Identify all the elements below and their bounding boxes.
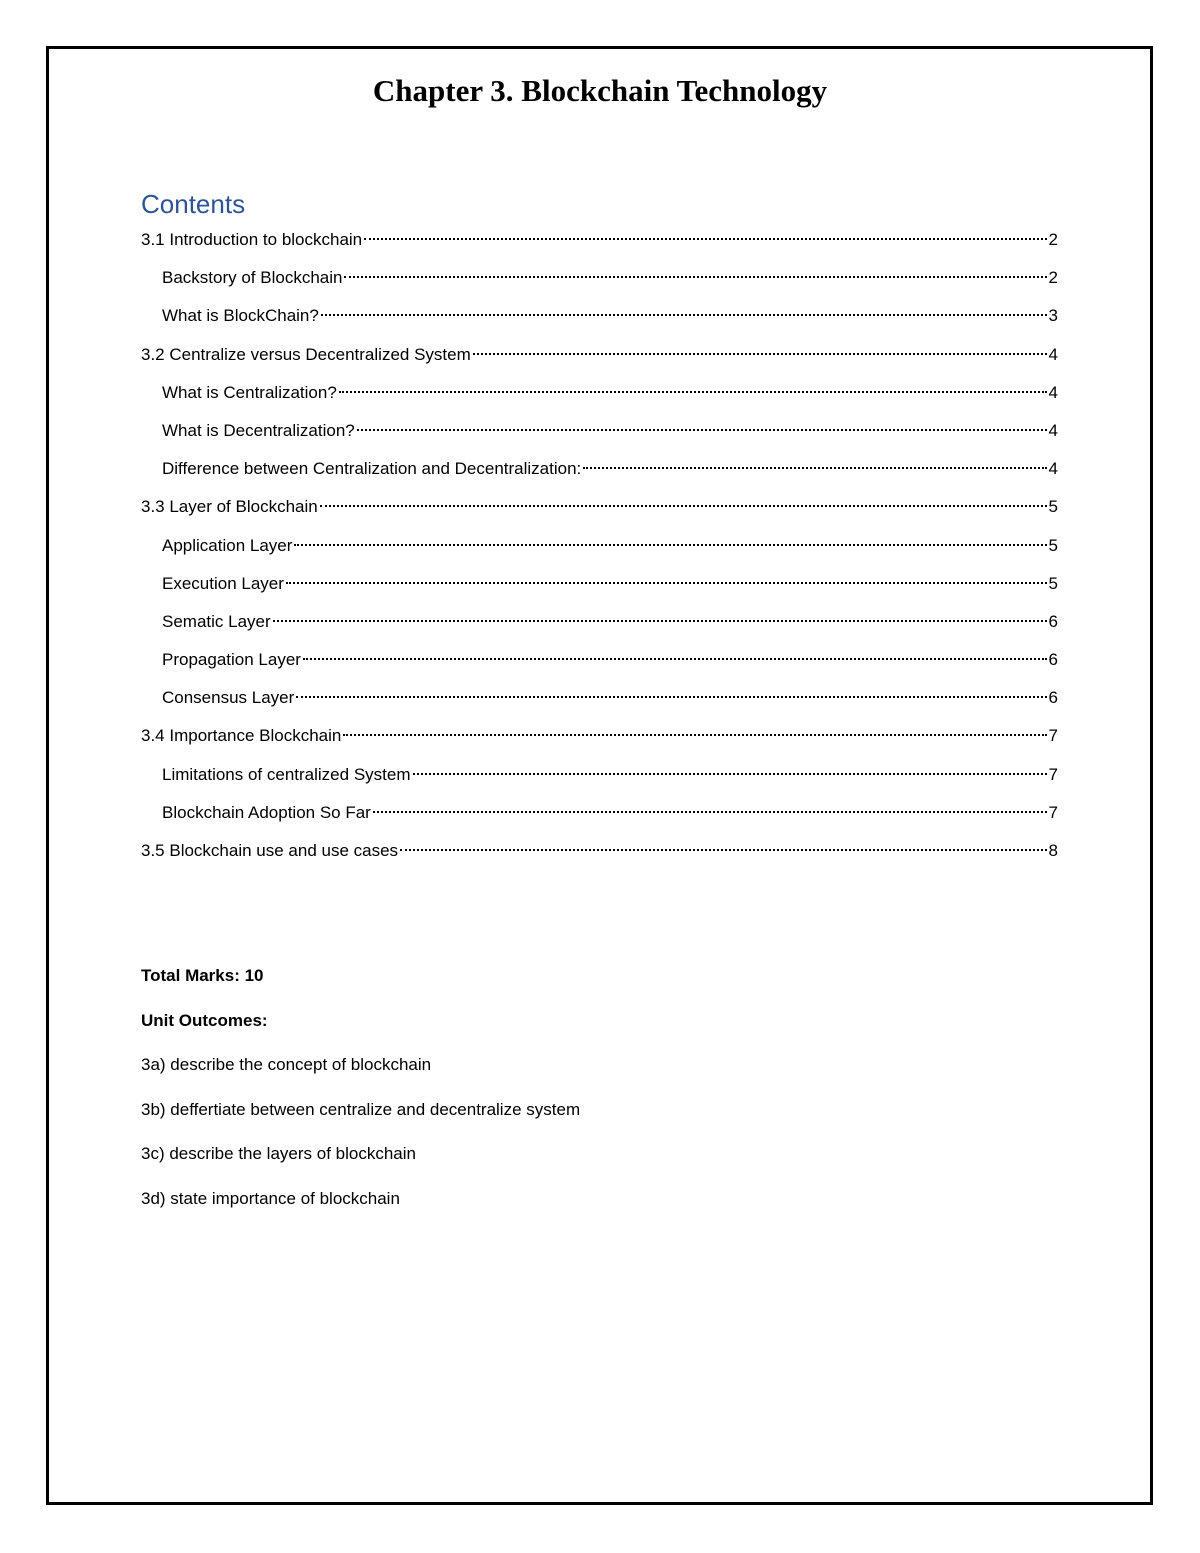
toc-entry-title: Sematic Layer xyxy=(162,611,271,631)
toc-page-number: 5 xyxy=(1048,535,1058,555)
total-marks: Total Marks: 10 xyxy=(141,966,264,985)
page-title: Chapter 3. Blockchain Technology xyxy=(372,73,828,108)
toc-entry[interactable] xyxy=(141,493,1058,531)
unit-outcomes-heading: Unit Outcomes: xyxy=(141,1010,268,1030)
toc-leader-dots xyxy=(373,811,1047,813)
toc-leader-dots xyxy=(413,773,1047,775)
toc-entry[interactable] xyxy=(141,341,1058,379)
toc-page-number: 7 xyxy=(1048,726,1058,746)
toc-entry-title: 3.5 Blockchain use and use cases xyxy=(141,841,399,860)
toc-page-number: 3 xyxy=(1048,306,1058,326)
toc-leader-dots xyxy=(273,620,1047,622)
toc-entry[interactable] xyxy=(141,302,1058,340)
toc-entry-title: Blockchain Adoption So Far xyxy=(162,802,371,822)
toc-page-number: 6 xyxy=(1048,650,1058,670)
toc-entry[interactable] xyxy=(141,608,1058,646)
toc-entry[interactable] xyxy=(141,570,1058,608)
toc-entry[interactable] xyxy=(141,264,1058,302)
toc-entry-title: What is BlockChain? xyxy=(162,306,319,326)
toc-entry-title: Execution Layer xyxy=(162,573,284,593)
unit-outcome-item: 3c) describe the layers of blockchain xyxy=(141,1144,416,1163)
toc-entry-title: Limitations of centralized System xyxy=(162,764,411,784)
toc-page-number: 4 xyxy=(1048,420,1058,440)
toc-leader-dots xyxy=(343,734,1046,736)
toc-page-number: 6 xyxy=(1048,611,1058,631)
unit-outcome-item: 3d) state importance of blockchain xyxy=(141,1188,400,1208)
toc-entry-title: 3.1 Introduction to blockchain xyxy=(141,230,363,249)
toc-leader-dots xyxy=(286,582,1047,584)
toc-leader-dots xyxy=(294,544,1046,546)
toc-entry-title: 3.2 Centralize versus Decentralized System xyxy=(141,344,471,364)
toc-leader-dots xyxy=(303,658,1047,660)
toc-entry[interactable] xyxy=(141,532,1058,570)
toc-leader-dots xyxy=(400,849,1046,851)
toc-leader-dots xyxy=(357,429,1047,431)
toc-page-number: 4 xyxy=(1048,344,1058,364)
toc-page-number: 7 xyxy=(1048,764,1058,784)
toc-entry[interactable] xyxy=(141,837,1058,875)
toc-entry[interactable] xyxy=(141,761,1058,799)
table-of-contents xyxy=(141,226,1058,875)
toc-leader-dots xyxy=(364,238,1046,240)
toc-entry-title: Backstory of Blockchain xyxy=(162,268,343,288)
unit-outcome-item: 3a) describe the concept of blockchain xyxy=(141,1055,432,1074)
toc-entry-title: Difference between Centralization and Decentralization: xyxy=(162,459,582,479)
marks-section xyxy=(141,962,1041,1229)
contents-heading: Contents xyxy=(141,189,246,219)
toc-leader-dots xyxy=(344,276,1046,278)
toc-leader-dots xyxy=(320,505,1047,507)
toc-entry-title: Propagation Layer xyxy=(162,650,301,670)
toc-entry-title: What is Centralization? xyxy=(162,382,337,402)
toc-page-number: 4 xyxy=(1048,382,1058,402)
toc-page-number: 8 xyxy=(1048,841,1058,860)
toc-entry[interactable] xyxy=(141,417,1058,455)
toc-entry[interactable] xyxy=(141,226,1058,264)
toc-page-number: 2 xyxy=(1048,268,1058,288)
toc-entry-title: 3.3 Layer of Blockchain xyxy=(141,497,318,517)
toc-entry[interactable] xyxy=(141,722,1058,760)
toc-leader-dots xyxy=(321,314,1047,316)
toc-entry-title: Application Layer xyxy=(162,535,293,555)
toc-leader-dots xyxy=(296,696,1046,698)
toc-page-number: 5 xyxy=(1048,573,1058,593)
toc-entry[interactable] xyxy=(141,684,1058,722)
toc-entry-title: Consensus Layer xyxy=(162,688,295,708)
toc-page-number: 5 xyxy=(1048,497,1058,517)
toc-entry[interactable] xyxy=(141,646,1058,684)
toc-entry[interactable] xyxy=(141,455,1058,493)
toc-leader-dots xyxy=(339,391,1047,393)
toc-page-number: 6 xyxy=(1048,688,1058,708)
toc-entry-title: 3.4 Importance Blockchain xyxy=(141,726,342,746)
toc-entry[interactable] xyxy=(141,379,1058,417)
toc-leader-dots xyxy=(583,467,1046,469)
toc-leader-dots xyxy=(473,353,1047,355)
toc-entry[interactable] xyxy=(141,799,1058,837)
toc-entry-title: What is Decentralization? xyxy=(162,420,355,440)
toc-page-number: 7 xyxy=(1048,802,1058,822)
toc-page-number: 2 xyxy=(1048,230,1058,249)
unit-outcome-item: 3b) deffertiate between centralize and decentralize system xyxy=(141,1099,581,1119)
toc-page-number: 4 xyxy=(1048,459,1058,479)
